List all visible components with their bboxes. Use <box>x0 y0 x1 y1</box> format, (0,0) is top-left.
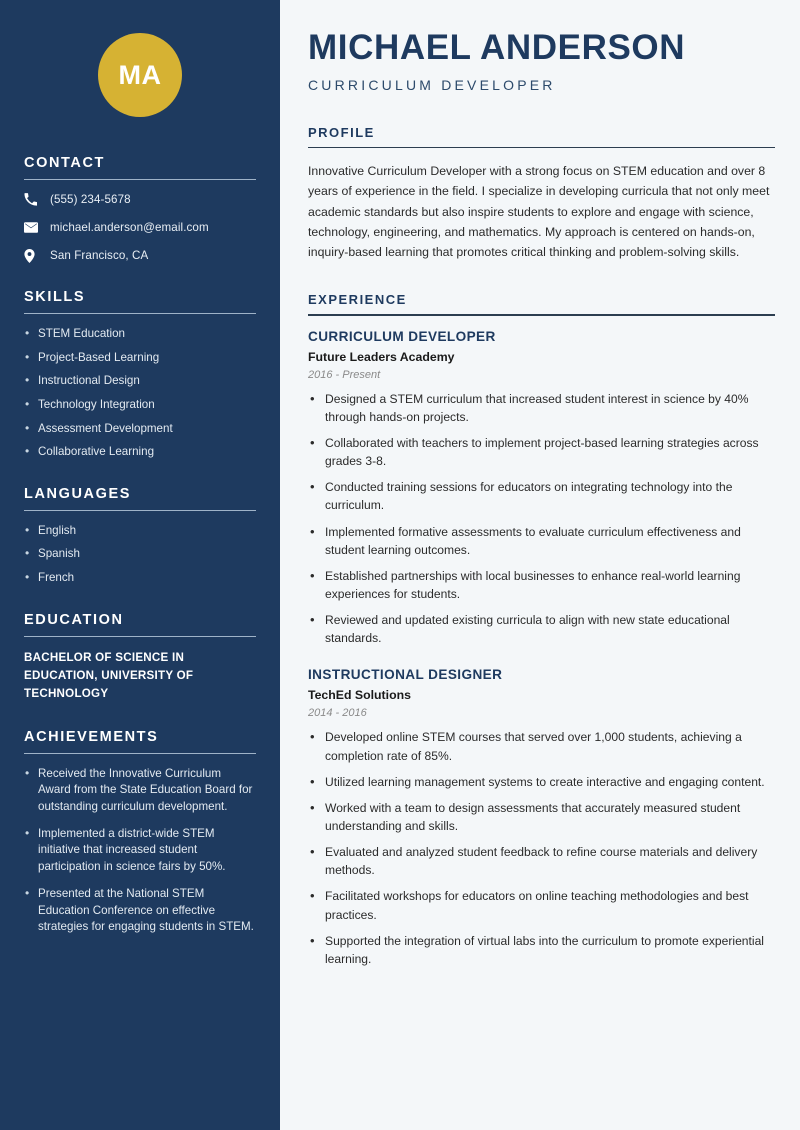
languages-list <box>24 523 256 586</box>
profile-divider <box>308 147 775 148</box>
contact-row-phone[interactable] <box>24 192 256 207</box>
list-item: • Designed a STEM curriculum that increased student interest in science by 40% through hands-on projects. <box>308 390 775 426</box>
achievements-heading: ACHIEVEMENTS <box>24 728 159 745</box>
contact-row-email[interactable] <box>24 220 256 235</box>
list-item: • Utilized learning management systems to create interactive and engaging content. <box>308 773 775 791</box>
contact-row-location[interactable] <box>24 248 256 263</box>
profile-heading: PROFILE <box>308 124 375 140</box>
contact-divider <box>24 179 256 180</box>
list-item: • Received the Innovative Curriculum Award from the State Education Board for outstanding curriculum development. <box>24 766 256 815</box>
contact-location-value: San Francisco, CA <box>50 249 149 262</box>
contact-phone-value: (555) 234-5678 <box>50 193 131 206</box>
job-company: Future Leaders Academy <box>308 349 455 364</box>
list-item: • French <box>24 570 256 586</box>
list-item: • Evaluated and analyzed student feedback to refine course materials and delivery methods. <box>308 843 775 879</box>
list-item: • Developed online STEM courses that served over 1,000 students, achieving a completion rate of 85%. <box>308 728 775 764</box>
job-bullet-list <box>308 390 775 648</box>
achievements-list <box>24 766 256 936</box>
main-content <box>280 0 800 1130</box>
list-item: • Implemented formative assessments to evaluate curriculum effectiveness and student learning outcomes. <box>308 523 775 559</box>
languages-heading: LANGUAGES <box>24 485 132 502</box>
skills-heading: SKILLS <box>24 289 86 305</box>
list-item: • Implemented a district-wide STEM initiative that increased student participation in science fairs by 50%. <box>24 826 256 875</box>
job-dates: 2016 - Present <box>308 368 381 381</box>
job-company: TechEd Solutions <box>308 688 411 703</box>
job-title: CURRICULUM DEVELOPER <box>308 328 496 344</box>
education-heading: EDUCATION <box>24 611 124 628</box>
sidebar-section-languages <box>24 486 256 586</box>
list-item: • Presented at the National STEM Education Conference on effective strategies for engaging students in STEM. <box>24 886 256 935</box>
list-item: • Collaborated with teachers to implement project-based learning strategies across grades 3-8. <box>308 434 775 470</box>
sidebar-section-achievements <box>24 729 256 936</box>
list-item: • Worked with a team to design assessments that accurately measured student understanding and skills. <box>308 799 775 835</box>
list-item: • Technology Integration <box>24 397 256 413</box>
list-item: • Reviewed and updated existing curricula to align with new state educational standards. <box>308 611 775 647</box>
languages-divider <box>24 510 256 511</box>
envelope-icon <box>24 220 41 235</box>
sidebar <box>0 0 280 1130</box>
list-item: • Collaborative Learning <box>24 444 256 460</box>
list-item: • Facilitated workshops for educators on online teaching methodologies and best practices. <box>308 887 775 923</box>
experience-heading: EXPERIENCE <box>308 292 407 308</box>
list-item: • Established partnerships with local businesses to enhance real-world learning experiences for students. <box>308 567 775 603</box>
experience-divider <box>308 314 775 315</box>
list-item: • Assessment Development <box>24 421 256 437</box>
skills-divider <box>24 313 256 314</box>
list-item: • Project-Based Learning <box>24 350 256 366</box>
sidebar-section-contact <box>24 155 256 263</box>
job-subtitle: CURRICULUM DEVELOPER <box>308 76 556 93</box>
list-item: • Conducted training sessions for educators on integrating technology into the curriculum. <box>308 478 775 514</box>
main-section-experience <box>308 292 775 968</box>
achievements-divider <box>24 753 256 754</box>
contact-heading: CONTACT <box>24 155 106 171</box>
list-item: • Spanish <box>24 546 256 562</box>
list-item: • STEM Education <box>24 326 256 342</box>
avatar-container <box>24 0 256 155</box>
education-divider <box>24 636 256 637</box>
phone-icon <box>24 192 41 207</box>
sidebar-section-skills <box>24 289 256 460</box>
job-bullet-list <box>308 728 775 968</box>
education-degree: BACHELOR OF SCIENCE IN EDUCATION, UNIVERSITY OF TECHNOLOGY <box>24 650 194 700</box>
page-title: MICHAEL ANDERSON <box>308 28 686 67</box>
main-section-profile <box>308 125 775 263</box>
sidebar-section-education <box>24 612 256 703</box>
job-title: INSTRUCTIONAL DESIGNER <box>308 667 503 683</box>
experience-entry <box>308 329 775 648</box>
job-dates: 2014 - 2016 <box>308 707 367 720</box>
profile-text: Innovative Curriculum Developer with a strong focus on STEM education and over 8 years of experience in the field. I specialize in developing curricula that not only meet academic standards but also inspire students to explore and engage with science, technology, engineering, and mathematics. My approach is centered on hands-on, inquiry-based learning that promotes critical thinking and problem-solving skills. <box>308 164 770 260</box>
skills-list <box>24 326 256 460</box>
experience-entry <box>308 667 775 968</box>
list-item: • Supported the integration of virtual labs into the curriculum to promote experiential learning. <box>308 932 775 968</box>
list-item: • Instructional Design <box>24 373 256 389</box>
avatar: MA <box>98 33 182 117</box>
list-item: • English <box>24 523 256 539</box>
contact-email-value: michael.anderson@email.com <box>50 221 209 234</box>
location-pin-icon <box>24 248 41 263</box>
